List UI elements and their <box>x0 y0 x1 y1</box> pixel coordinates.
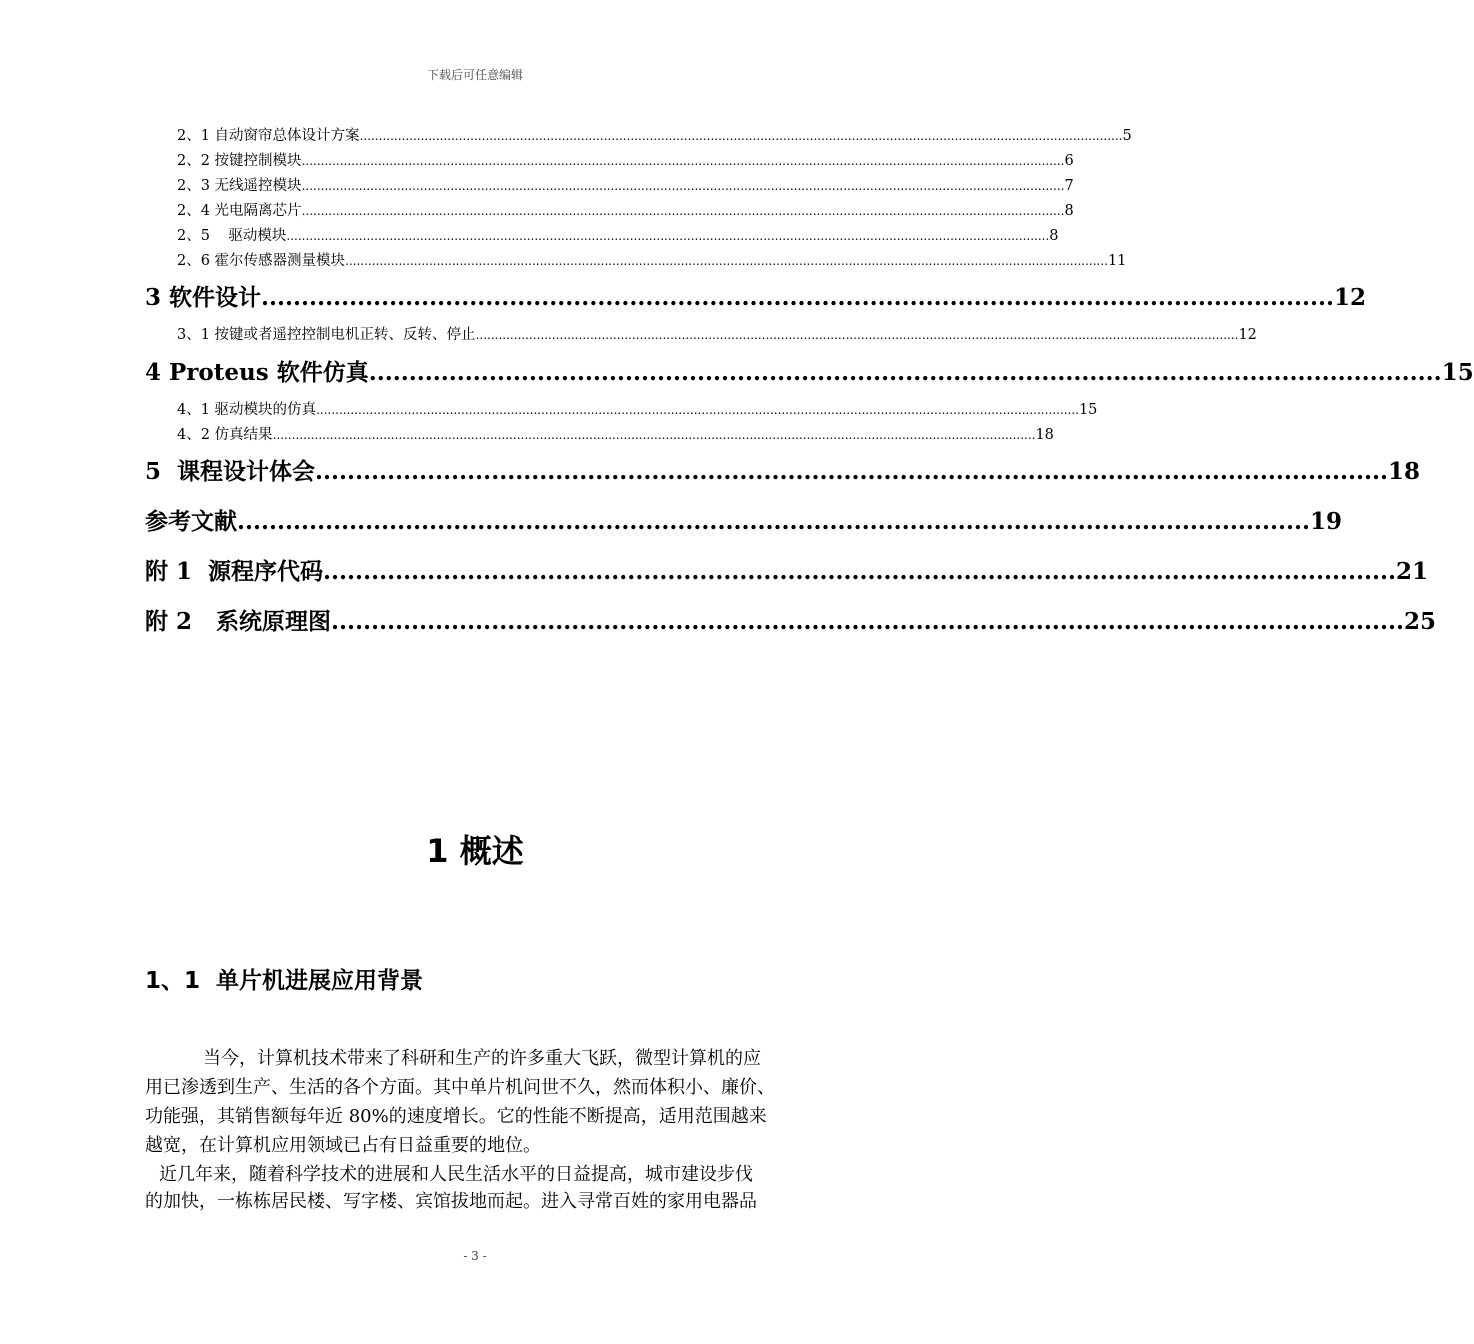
toc-leader-dots: ........................................................................................................................................................................................................ <box>272 428 1036 442</box>
toc-chapter-entry[interactable] <box>145 506 1342 538</box>
toc-chapter-page: 21 <box>1396 558 1429 585</box>
toc-entry-label: 2、5 驱动模块 <box>177 228 287 244</box>
toc-entry-page: 5 <box>1122 128 1132 144</box>
paragraph-line: 近几年来，随着科学技术的进展和人民生活水平的日益提高，城市建设步伐 <box>159 1164 753 1185</box>
toc-entry-page: 8 <box>1049 228 1059 244</box>
toc-chapter-label: 参考文献 <box>145 508 237 535</box>
toc-chapter-label: 附 2 系统原理图 <box>145 608 332 635</box>
toc-leader-dots: ........................................................................................................................................................................................................ <box>286 229 1050 243</box>
toc-leader-dots: ........................................................................................................................................................................................................ <box>301 179 1065 193</box>
toc-chapter-page: 19 <box>1309 508 1342 535</box>
toc-entry-label: 2、2 按键控制模块 <box>177 153 302 169</box>
toc-entry-page: 15 <box>1078 402 1098 418</box>
toc-entry[interactable] <box>177 151 1074 171</box>
page-number: - 3 - <box>463 1249 487 1263</box>
toc-chapter-entry[interactable] <box>145 606 1437 638</box>
paragraph-line: 的加快，一栋栋居民楼、写字楼、宾馆拔地而起。进入寻常百姓的家用电器品 <box>145 1191 757 1212</box>
toc-entry-page: 6 <box>1064 153 1074 169</box>
paragraph-line: 当今，计算机技术带来了科研和生产的许多重大飞跃，微型计算机的应 <box>203 1048 761 1069</box>
paragraph-line: 用已渗透到生产、生活的各个方面。其中单片机问世不久，然而体积小、廉价、 <box>145 1077 775 1098</box>
toc-leader-dots: ........................................................................................................................................................................................................ <box>301 154 1065 168</box>
toc-entry-page: 8 <box>1064 203 1074 219</box>
toc-entry-label: 4、1 驱动模块的仿真 <box>177 402 317 418</box>
toc-entry-page: 7 <box>1064 178 1074 194</box>
body-paragraph <box>145 1044 807 1160</box>
toc-leader-dots: ...................................................................................................................................... <box>323 558 1397 585</box>
toc-chapter-entry[interactable] <box>145 357 1474 389</box>
toc-chapter-label: 4 Proteus 软件仿真 <box>145 359 369 386</box>
toc-entry-page: 18 <box>1035 427 1054 443</box>
toc-chapter-entry[interactable] <box>145 282 1367 314</box>
body-paragraph <box>145 1161 807 1215</box>
paragraph-line: 功能强，其销售额每年近 80%的速度增长。它的性能不断提高，适用范围越来 <box>145 1106 767 1127</box>
toc-entry[interactable] <box>177 201 1074 221</box>
toc-chapter-page: 15 <box>1441 359 1474 386</box>
toc-entry-label: 4、2 仿真结果 <box>177 427 273 443</box>
toc-leader-dots: ...................................................................................................................................... <box>331 608 1405 635</box>
toc-chapter-label: 3 软件设计 <box>145 284 262 311</box>
toc-chapter-entry[interactable] <box>145 556 1429 588</box>
toc-entry-label: 2、4 光电隔离芯片 <box>177 203 302 219</box>
toc-leader-dots: ........................................................................................................................................................................................................ <box>475 328 1239 342</box>
toc-entry-label: 3、1 按键或者遥控控制电机正转、反转、停止 <box>177 327 476 343</box>
toc-chapter-page: 25 <box>1404 608 1437 635</box>
toc-chapter-page: 18 <box>1388 458 1421 485</box>
chapter-title: 1 概述 <box>426 832 524 870</box>
toc-leader-dots: ...................................................................................................................................... <box>261 284 1334 311</box>
toc-entry-page: 11 <box>1107 253 1127 269</box>
toc-chapter-label: 5 课程设计体会 <box>145 458 316 485</box>
toc-leader-dots: ...................................................................................................................................... <box>315 458 1389 485</box>
toc-leader-dots: ........................................................................................................................................................................................................ <box>301 204 1065 218</box>
toc-entry[interactable] <box>177 126 1132 146</box>
toc-leader-dots: ...................................................................................................................................... <box>237 508 1310 535</box>
toc-entry[interactable] <box>177 400 1098 420</box>
toc-leader-dots: ........................................................................................................................................................................................................ <box>359 129 1123 143</box>
toc-entry[interactable] <box>177 425 1054 445</box>
toc-entry[interactable] <box>177 251 1127 271</box>
toc-entry-label: 2、3 无线遥控模块 <box>177 178 302 194</box>
toc-leader-dots: ...................................................................................................................................... <box>368 359 1442 386</box>
toc-entry[interactable] <box>177 176 1074 196</box>
section-title: 1、1 单片机进展应用背景 <box>145 968 424 994</box>
paragraph-line: 越宽，在计算机应用领域已占有日益重要的地位。 <box>145 1135 541 1156</box>
page-header: 下载后可任意编辑 <box>426 68 523 82</box>
toc-chapter-entry[interactable] <box>145 456 1421 488</box>
toc-leader-dots: ........................................................................................................................................................................................................ <box>316 403 1079 417</box>
toc-entry-label: 2、1 自动窗帘总体设计方案 <box>177 128 360 144</box>
toc-chapter-page: 12 <box>1334 284 1367 311</box>
toc-leader-dots: ........................................................................................................................................................................................................ <box>345 254 1108 268</box>
toc-entry[interactable] <box>177 226 1059 246</box>
toc-entry-page: 12 <box>1238 327 1257 343</box>
toc-entry[interactable] <box>177 325 1257 345</box>
toc-chapter-label: 附 1 源程序代码 <box>145 558 324 585</box>
toc-entry-label: 2、6 霍尔传感器测量模块 <box>177 253 346 269</box>
